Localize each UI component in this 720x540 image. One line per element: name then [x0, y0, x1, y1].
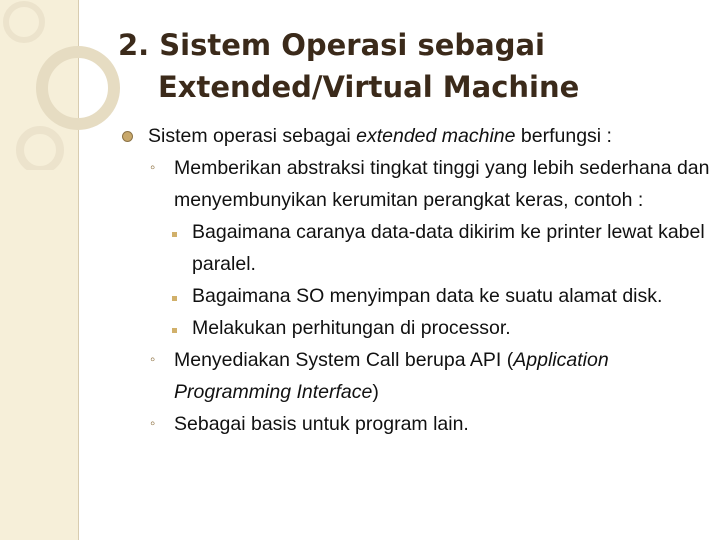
- sub-bullet-item: [128, 344, 713, 408]
- slide-body: [128, 120, 713, 440]
- ring-bullet-icon: ◦: [150, 351, 156, 368]
- bullet-dot-icon: [122, 120, 133, 152]
- sub-bullet-text: Memberikan abstraksi tingkat tinggi yang lebih sederhana dan menyembunyikan kerumitan perangkat keras, contoh :: [174, 157, 710, 211]
- slide-title: [118, 24, 698, 108]
- sub-sub-bullet-item: [128, 312, 713, 344]
- sub-bullet-text: Sebagai basis untuk program lain.: [174, 413, 469, 435]
- sub-bullet-text-post: ): [372, 381, 379, 403]
- ring-bullet-icon: ◦: [150, 415, 156, 432]
- bullet-text-italic: extended machine: [356, 125, 516, 147]
- decorative-ring-large: [42, 52, 114, 124]
- sub-sub-bullet-item: [128, 216, 713, 280]
- square-bullet-icon: [172, 280, 177, 312]
- decorative-ring-small: [20, 130, 60, 170]
- sub-sub-bullet-text: Bagaimana caranya data-data dikirim ke printer lewat kabel paralel.: [192, 221, 705, 275]
- sub-sub-bullet-text: Bagaimana SO menyimpan data ke suatu alamat disk.: [192, 285, 663, 307]
- square-bullet-icon: [172, 312, 177, 344]
- title-line-1: 2. Sistem Operasi sebagai: [118, 28, 545, 62]
- square-bullet-icon: [172, 216, 177, 248]
- sub-bullet-text-pre: Menyediakan System Call berupa API (: [174, 349, 514, 371]
- sub-bullet-item: [128, 152, 713, 216]
- bullet-text-post: berfungsi :: [515, 125, 612, 147]
- title-line-2: Extended/Virtual Machine: [158, 70, 580, 104]
- bullet-item: [128, 120, 713, 152]
- sub-sub-bullet-item: [128, 280, 713, 312]
- sub-bullet-text-italic: Application Programming Interface: [174, 349, 609, 403]
- bullet-text-pre: Sistem operasi sebagai: [148, 125, 357, 147]
- sub-sub-bullet-text: Melakukan perhitungan di processor.: [192, 317, 511, 339]
- ring-bullet-icon: ◦: [150, 159, 156, 176]
- sub-bullet-item: [128, 408, 713, 440]
- decorative-ring-top: [6, 4, 42, 40]
